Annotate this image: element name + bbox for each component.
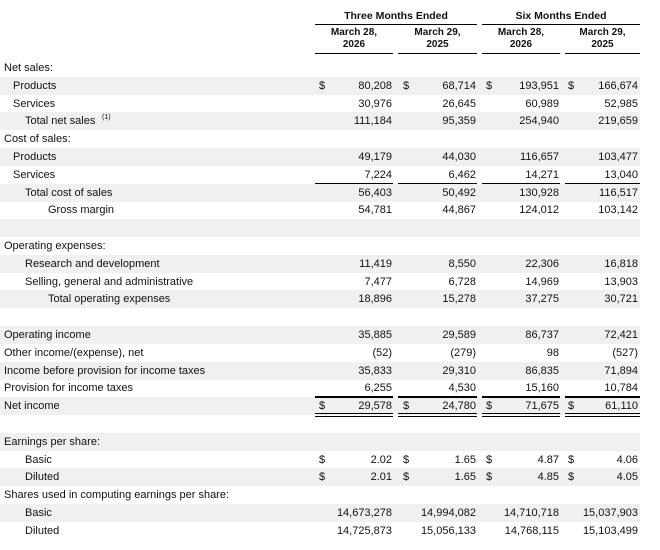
cell-value: 15,056,133 xyxy=(420,524,476,537)
currency-symbol: $ xyxy=(486,400,493,413)
cell-value: 26,645 xyxy=(442,97,476,110)
cell-value: 111,184 xyxy=(353,115,392,128)
cell-value: 6,255 xyxy=(364,382,392,395)
column-header xyxy=(565,27,640,54)
currency-symbol: $ xyxy=(403,471,410,484)
row-label: Shares used in computing earnings per share: xyxy=(4,489,230,502)
table-row xyxy=(0,486,640,504)
cell-value: 193,951 xyxy=(519,79,559,92)
row-label: Gross margin xyxy=(48,204,115,217)
cell-value: 71,894 xyxy=(604,364,638,377)
cell-value: 103,477 xyxy=(598,151,638,163)
table-row xyxy=(0,184,640,202)
cell-value: 98 xyxy=(546,346,559,359)
cell-value: 16,818 xyxy=(604,257,638,270)
cell-value: 8,550 xyxy=(448,257,476,270)
cell-value: 219,659 xyxy=(598,115,638,128)
cell-value: 86,737 xyxy=(525,329,559,341)
table-row xyxy=(0,255,640,273)
cell-value: 10,784 xyxy=(604,382,638,395)
cell-value: 2.01 xyxy=(370,471,392,484)
total-overline xyxy=(482,397,560,398)
cell-value: 6,462 xyxy=(448,168,476,181)
cell-value: 124,012 xyxy=(519,204,559,217)
currency-symbol: $ xyxy=(486,471,493,484)
table-row xyxy=(0,237,640,255)
column-header-line1: March 29, xyxy=(414,27,461,38)
cell-value: 35,885 xyxy=(358,329,392,341)
total-overline xyxy=(398,397,477,398)
cell-value: 116,517 xyxy=(599,186,638,199)
cell-value: 37,275 xyxy=(525,293,559,306)
column-header-line1: March 28, xyxy=(497,27,545,38)
currency-symbol: $ xyxy=(568,471,575,484)
cell-value: 130,928 xyxy=(519,186,559,199)
table-row xyxy=(0,290,640,308)
table-row xyxy=(0,504,640,522)
row-label: Basic xyxy=(25,507,52,519)
row-label: Research and development xyxy=(25,257,160,270)
cell-value: 13,040 xyxy=(604,168,638,181)
cell-value: 11,419 xyxy=(359,257,392,270)
cell-value: 29,589 xyxy=(442,329,476,341)
cell-value: 254,940 xyxy=(519,115,559,128)
cell-value: 61,110 xyxy=(605,400,638,413)
cell-value: 14,710,718 xyxy=(503,507,559,519)
table-row xyxy=(0,415,640,433)
cell-value: 71,675 xyxy=(525,400,559,413)
column-header xyxy=(398,27,477,54)
cell-value: 6,728 xyxy=(448,275,476,288)
cell-value: 44,867 xyxy=(442,204,476,217)
table-row xyxy=(0,433,640,451)
cell-value: 4,530 xyxy=(448,382,476,395)
cell-value: 29,310 xyxy=(442,364,476,377)
column-header-line2: 2025 xyxy=(426,39,449,50)
footnote-marker: (1) xyxy=(102,114,111,122)
cell-value: 14,994,082 xyxy=(420,507,476,519)
column-header-line2: 2025 xyxy=(591,39,614,50)
cell-value: 60,989 xyxy=(525,97,559,110)
currency-symbol: $ xyxy=(486,453,493,466)
cell-value: 72,421 xyxy=(604,329,638,341)
row-label: Basic xyxy=(25,453,52,466)
row-label: Total cost of sales xyxy=(25,186,113,199)
currency-symbol: $ xyxy=(319,400,326,413)
cell-value: 30,976 xyxy=(358,97,392,110)
cell-value: 14,271 xyxy=(525,168,559,181)
cell-value: 22,306 xyxy=(525,257,559,270)
cell-value: 14,673,278 xyxy=(336,507,392,519)
row-label: Earnings per share: xyxy=(4,435,100,448)
column-header xyxy=(482,27,560,54)
table-row xyxy=(0,397,640,415)
cell-value: 52,985 xyxy=(604,97,638,110)
group-header-six-months: Six Months Ended xyxy=(482,8,640,25)
table-row xyxy=(0,166,640,184)
column-header xyxy=(315,27,393,54)
cell-value: 4.87 xyxy=(537,453,559,466)
cell-value: 35,833 xyxy=(358,364,392,377)
cell-value: (52) xyxy=(372,346,392,359)
currency-symbol: $ xyxy=(403,453,410,466)
cell-value: 68,714 xyxy=(442,79,476,92)
row-label: Operating expenses: xyxy=(4,240,106,252)
group-header-three-months: Three Months Ended xyxy=(315,8,477,25)
table-row xyxy=(0,362,640,380)
row-label: Services xyxy=(13,168,56,181)
cell-value: (527) xyxy=(612,346,638,359)
cell-value: 7,224 xyxy=(364,168,392,181)
cell-value: 18,896 xyxy=(358,293,392,306)
cell-value: 2.02 xyxy=(370,453,392,466)
currency-symbol: $ xyxy=(568,400,575,413)
table-row xyxy=(0,130,640,148)
table-row xyxy=(0,451,640,469)
cell-value: 4.05 xyxy=(616,471,638,484)
row-label: Diluted xyxy=(25,471,60,484)
cell-value: 4.85 xyxy=(537,471,559,484)
cell-value: 1.65 xyxy=(454,453,476,466)
cell-value: 15,160 xyxy=(525,382,559,395)
currency-symbol: $ xyxy=(403,400,410,413)
cell-value: 15,103,499 xyxy=(582,524,638,537)
cell-value: 80,208 xyxy=(358,79,392,92)
total-overline xyxy=(315,397,393,398)
cell-value: 50,492 xyxy=(442,186,476,199)
cell-value: 56,403 xyxy=(358,186,392,199)
cell-value: (279) xyxy=(450,346,476,359)
cell-value: 86,835 xyxy=(525,364,559,377)
cell-value: 13,903 xyxy=(604,275,638,288)
row-label: Net income xyxy=(4,400,60,413)
cell-value: 54,781 xyxy=(358,204,392,217)
cell-value: 14,969 xyxy=(525,275,559,288)
currency-symbol: $ xyxy=(486,79,493,92)
row-label: Provision for income taxes xyxy=(4,382,133,395)
column-header-line2: 2026 xyxy=(509,39,533,50)
column-header-line1: March 29, xyxy=(579,27,626,38)
row-label: Net sales: xyxy=(4,62,53,74)
currency-symbol: $ xyxy=(319,79,326,92)
cell-value: 1.65 xyxy=(454,471,476,484)
cell-value: 29,578 xyxy=(358,400,392,413)
currency-symbol: $ xyxy=(319,453,326,466)
currency-symbol: $ xyxy=(568,453,575,466)
table-row xyxy=(0,379,640,397)
currency-symbol: $ xyxy=(319,471,326,484)
table-row xyxy=(0,219,640,237)
table-row xyxy=(0,308,640,326)
table-row xyxy=(0,112,640,130)
table-row xyxy=(0,77,640,95)
cell-value: 103,142 xyxy=(598,204,638,217)
row-label: Other income/(expense), net xyxy=(4,346,144,359)
currency-symbol: $ xyxy=(403,79,410,92)
column-header-line2: 2026 xyxy=(342,39,366,50)
cell-value: 49,179 xyxy=(358,151,392,163)
table-row xyxy=(0,468,640,486)
cell-value: 14,725,873 xyxy=(336,524,392,537)
cell-value: 4.06 xyxy=(616,453,638,466)
row-label: Selling, general and administrative xyxy=(25,275,194,288)
table-row xyxy=(0,148,640,166)
row-label: Products xyxy=(13,79,57,92)
table-row xyxy=(0,59,640,77)
table-row xyxy=(0,326,640,344)
cell-value: 14,768,115 xyxy=(504,524,559,537)
cell-value: 44,030 xyxy=(442,151,476,163)
row-label: Cost of sales: xyxy=(4,133,71,146)
cell-value: 15,278 xyxy=(442,293,476,306)
row-label: Services xyxy=(13,97,56,110)
cell-value: 95,359 xyxy=(442,115,476,128)
table-row xyxy=(0,273,640,291)
row-label: Total operating expenses xyxy=(48,293,171,306)
row-label: Operating income xyxy=(4,329,91,341)
column-header-line1: March 28, xyxy=(330,27,378,38)
cell-value: 116,657 xyxy=(520,151,559,163)
table-row xyxy=(0,344,640,362)
row-label: Diluted xyxy=(25,524,60,537)
cell-value: 24,780 xyxy=(442,400,476,413)
currency-symbol: $ xyxy=(568,79,575,92)
row-label: Products xyxy=(13,151,57,163)
table-row xyxy=(0,522,640,540)
row-label: Total net sales xyxy=(25,115,96,128)
row-label: Income before provision for income taxes xyxy=(4,364,206,377)
total-overline xyxy=(565,397,640,398)
table-row xyxy=(0,95,640,113)
cell-value: 166,674 xyxy=(598,79,638,92)
cell-value: 30,721 xyxy=(604,293,638,306)
cell-value: 7,477 xyxy=(364,275,392,288)
table-row xyxy=(0,201,640,219)
cell-value: 15,037,903 xyxy=(582,507,638,519)
